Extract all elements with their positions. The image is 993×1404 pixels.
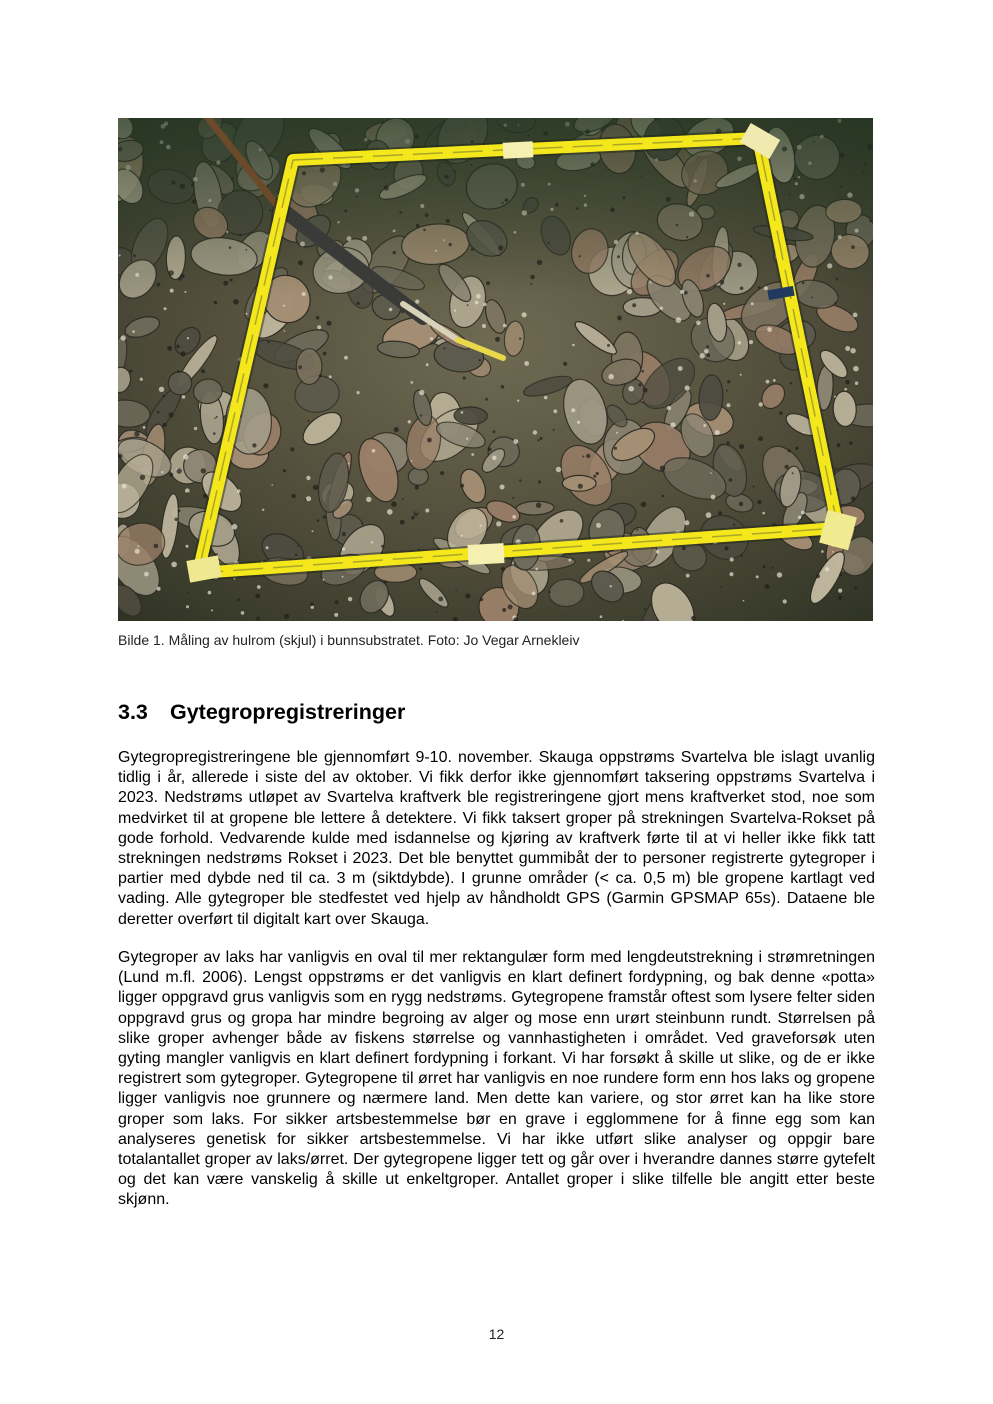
- underwater-frame-photo: [118, 118, 873, 621]
- section-heading: [118, 700, 405, 725]
- section-title: Gytegropregistreringer: [170, 700, 406, 724]
- body-paragraph: Gytegroper av laks har vanligvis en oval til mer rektangulær form med lengdeutstrekning i strømretningen (Lund m.fl. 2006). Lengst oppstrøms er det vanligvis en klart definert fordypning, og bak denne «potta» ligger oppgravd grus vanligvis som en rygg nedstrøms. Gytegropene framstår oftest som lysere felter siden oppgravd grus og gropa har mindre begroing av alger og mose enn urørt steinbunn rundt. Størrelsen på slike groper avhenger både av fiskens størrelse og vannhastigheten i området. Ved graveforsøk uten gyting mangler vanligvis en klart definert fordypning i forkant. Vi har forsøkt å skille ut slike, og de er ikke registrert som gytegroper. Gytegropene til ørret har vanligvis en noe rundere form enn hos laks og gropene ligger vanligvis noe grunnere og nærmere land. Men dette kan variere, og stor ørret kan ha like store groper som laks. For sikker artsbestemmelse bør en grave i egglommene for å finne egg som kan analyseres genetisk for sikker artsbestemmelse. Vi har ikke utført slike analyser og oppgir bare totalantallet groper av laks/ørret. Der gytegropene ligger tett og går over i hverandre dannes større gytefelt og det kan være vanskelig å skille ut enkeltgroper. Antallet groper i slike tilfelle ble angitt etter beste skjønn.: [118, 949, 875, 1209]
- page-number: 12: [488, 1326, 505, 1342]
- section-number: 3.3: [118, 700, 148, 724]
- figure-caption: Bilde 1. Måling av hulrom (skjul) i bunnsubstratet. Foto: Jo Vegar Arnekleiv: [118, 632, 580, 648]
- body-paragraph: Gytegropregistreringene ble gjennomført 9-10. november. Skauga oppstrøms Svartelva ble islagt uvanlig tidlig i år, allerede i siste del av oktober. Vi fikk derfor ikke gjennomført taksering oppstrøms Svartelva i 2023. Nedstrøms utløpet av Svartelva kraftverk ble registreringene gjort mens kraftverket stod, noe som medvirket til at gropene ble lettere å detektere. Vi fikk taksert groper på strekningen Svartelva-Rokset på gode forhold. Vedvarende kulde med isdannelse og kjøring av kraftverk førte til at vi heller ikke fikk tatt strekningen nedstrøms Rokset i 2023. Det ble benyttet gummibåt der to personer registrerte gytegroper i partier med dybde ned til ca. 3 m (siktdybde). I grunne områder (< ca. 0,5 m) ble gropene kartlagt ved vading. Alle gytegroper ble stedfestet ved hjelp av håndholdt GPS (Garmin GPSMAP 65s). Dataene ble deretter overført til digitalt kart over Skauga.: [118, 749, 875, 928]
